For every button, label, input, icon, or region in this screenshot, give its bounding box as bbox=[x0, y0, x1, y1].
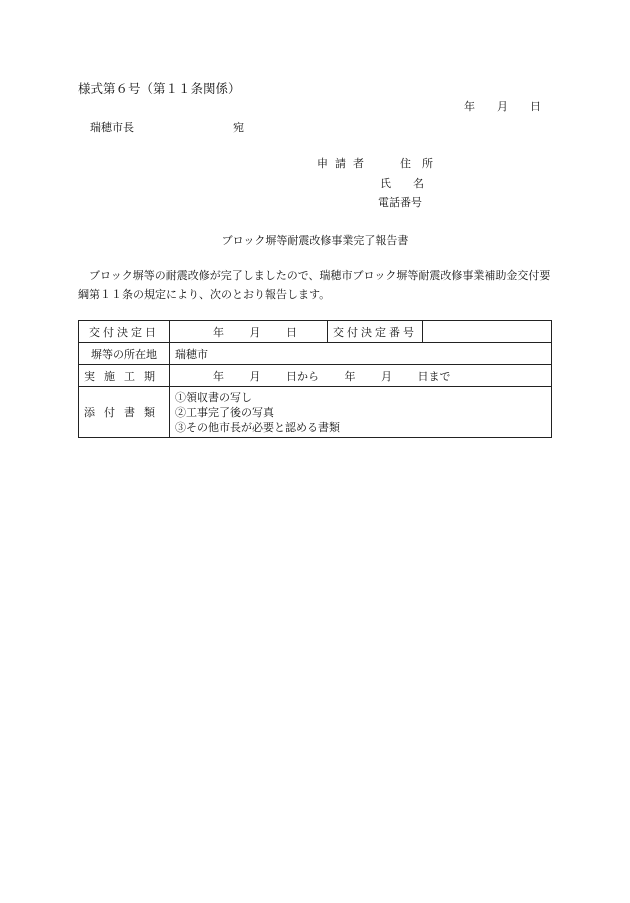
body-text: ブロック塀等の耐震改修が完了しましたので、瑞穂市ブロック塀等耐震改修事業補助金交付要綱第１１条の規定により、次のとおり報告します。 bbox=[78, 269, 551, 301]
list-item: ②工事完了後の写真 bbox=[175, 405, 274, 419]
date-day-label: 日 bbox=[530, 100, 541, 113]
decision-number-label: 交付決定番号 bbox=[328, 321, 423, 343]
construction-period-value: 年 月 日から 年 月 日まで bbox=[170, 365, 552, 387]
attachments-list bbox=[170, 387, 552, 438]
date-month-label: 月 bbox=[497, 100, 508, 113]
document-title: ブロック塀等耐震改修事業完了報告書 bbox=[221, 234, 409, 247]
body-paragraph bbox=[78, 266, 554, 304]
table-row bbox=[79, 365, 552, 387]
table-row bbox=[79, 321, 552, 343]
date-year-label: 年 bbox=[464, 100, 475, 113]
list-item: ①領収書の写し bbox=[175, 390, 252, 404]
decision-date-label: 交付決定日 bbox=[79, 321, 170, 343]
table-row bbox=[79, 387, 552, 438]
list-item: ③その他市長が必要と認める書類 bbox=[175, 420, 340, 434]
decision-date-value: 年 月 日 bbox=[170, 321, 328, 343]
location-value: 瑞穂市 bbox=[170, 343, 552, 365]
addressee-suffix: 宛 bbox=[233, 121, 244, 134]
decision-number-value bbox=[423, 321, 552, 343]
location-label: 塀等の所在地 bbox=[79, 343, 170, 365]
table-row bbox=[79, 343, 552, 365]
phone-label: 電話番号 bbox=[378, 196, 422, 209]
name-label: 氏 名 bbox=[380, 177, 424, 190]
form-number: 様式第６号（第１１条関係） bbox=[78, 81, 241, 96]
address-label: 住 所 bbox=[400, 157, 433, 170]
addressee: 瑞穂市長 bbox=[90, 121, 134, 134]
construction-period-label: 実施工期 bbox=[79, 365, 170, 387]
attachments-label: 添付書類 bbox=[79, 387, 170, 438]
report-table bbox=[78, 320, 552, 438]
applicant-label: 申請者 bbox=[317, 157, 371, 170]
